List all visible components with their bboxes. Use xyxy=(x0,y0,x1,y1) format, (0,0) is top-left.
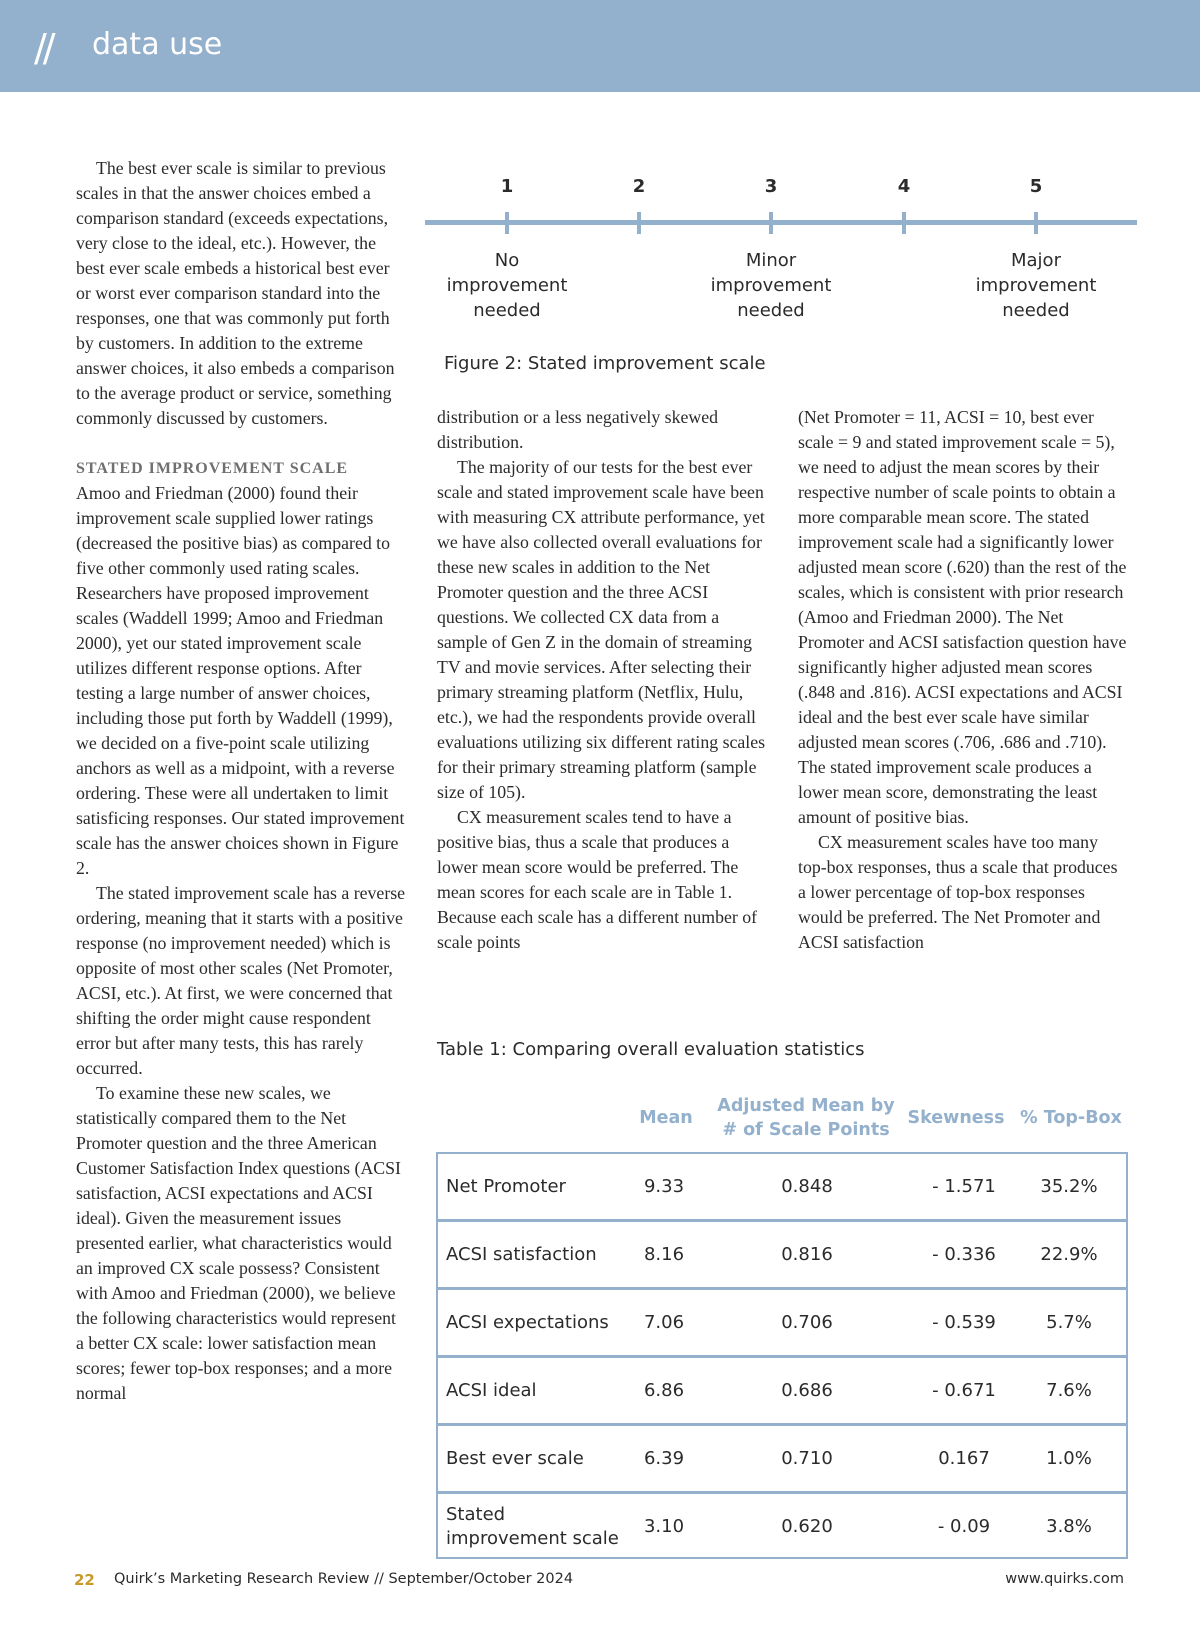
row-label: ACSI ideal xyxy=(446,1379,537,1401)
scale-tick xyxy=(1034,212,1038,234)
paragraph: CX measurement scales have too many top-box responses, thus a scale that produces a lower percentage of top-box responses would be preferred. The Net Promoter and ACSI satisfaction xyxy=(798,832,1118,952)
cell-top-box: 3.8% xyxy=(1046,1515,1092,1537)
website-link[interactable]: www.quirks.com xyxy=(1005,1571,1124,1587)
header-adjusted-mean: Adjusted Mean by # of Scale Points xyxy=(717,1096,895,1140)
table-caption: Table 1: Comparing overall evaluation statistics xyxy=(437,1039,865,1060)
cell-mean: 8.16 xyxy=(643,1243,685,1265)
cell-mean: 6.86 xyxy=(643,1379,685,1401)
section-title: data use xyxy=(92,27,223,62)
cell-skewness: - 1.571 xyxy=(932,1175,996,1197)
scale-point-5: 5 xyxy=(1029,176,1043,197)
scale-axis xyxy=(425,220,1137,225)
table-row xyxy=(438,1423,1126,1491)
column-3 xyxy=(798,405,1128,955)
row-label: Stated improvement scale xyxy=(446,1503,619,1549)
subheading: STATED IMPROVEMENT SCALE xyxy=(76,460,349,477)
header-skewness: Skewness xyxy=(907,1108,1005,1128)
cell-top-box: 35.2% xyxy=(1040,1175,1098,1197)
figure-caption: Figure 2: Stated improvement scale xyxy=(444,353,766,374)
section-header xyxy=(0,0,1200,92)
cell-adjusted-mean: 0.710 xyxy=(781,1447,833,1469)
slash-icon: // xyxy=(34,26,52,70)
row-label: ACSI satisfaction xyxy=(446,1243,597,1265)
table-row xyxy=(438,1154,1126,1219)
statistics-table xyxy=(436,1152,1128,1559)
cell-adjusted-mean: 0.620 xyxy=(781,1515,833,1537)
publication-info: Quirk’s Marketing Research Review // September/October 2024 xyxy=(114,1571,574,1587)
scale-point-3: 3 xyxy=(764,176,778,197)
cell-adjusted-mean: 0.816 xyxy=(781,1243,833,1265)
paragraph: The stated improvement scale has a reverse ordering, meaning that it starts with a positive response (no improvement needed) which is opposite of most other scales (Net Promoter, ACSI, etc.). At first, we were concerned that shifting the order might cause respondent error but after many tests, this has rarely occurred. xyxy=(76,883,406,1078)
scale-point-1: 1 xyxy=(500,176,514,197)
scale-tick xyxy=(637,212,641,234)
cell-adjusted-mean: 0.848 xyxy=(781,1175,833,1197)
cell-mean: 7.06 xyxy=(643,1311,685,1333)
scale-point-2: 2 xyxy=(632,176,646,197)
table-row xyxy=(438,1355,1126,1423)
anchor-high: Major improvement needed xyxy=(975,250,1097,321)
table-row xyxy=(438,1219,1126,1287)
scale-point-4: 4 xyxy=(897,176,911,197)
anchor-mid: Minor improvement needed xyxy=(710,250,832,321)
header-top-box: % Top-Box xyxy=(1020,1108,1122,1128)
cell-skewness: - 0.09 xyxy=(937,1515,991,1537)
cell-top-box: 5.7% xyxy=(1046,1311,1092,1333)
cell-skewness: - 0.671 xyxy=(932,1379,996,1401)
cell-top-box: 22.9% xyxy=(1040,1243,1098,1265)
scale-tick xyxy=(769,212,773,234)
cell-adjusted-mean: 0.706 xyxy=(781,1311,833,1333)
cell-top-box: 7.6% xyxy=(1046,1379,1092,1401)
cell-mean: 9.33 xyxy=(643,1175,685,1197)
anchor-low: No improvement needed xyxy=(446,250,568,321)
table-row xyxy=(438,1287,1126,1355)
column-1 xyxy=(76,156,406,1406)
cell-mean: 3.10 xyxy=(643,1515,685,1537)
cell-adjusted-mean: 0.686 xyxy=(781,1379,833,1401)
cell-skewness: - 0.539 xyxy=(932,1311,996,1333)
row-label: ACSI expectations xyxy=(446,1311,609,1333)
paragraph: (Net Promoter = 11, ACSI = 10, best ever scale = 9 and stated improvement scale = 5), we need to adjust the mean scores by their respective number of scale points to obtain a more comparable mean score. The stated improvement scale had a significantly lower adjusted mean score (.620) than the rest of the scales, which is consistent with prior research (Amoo and Friedman 2000). The Net Promoter and ACSI satisfaction question have significantly higher adjusted mean scores (.848 and .816). ACSI expectations and ACSI ideal and the best ever scale have similar adjusted mean scores (.706, .686 and .710). The stated improvement scale produces a lower mean score, demonstrating the least amount of positive bias. xyxy=(798,407,1127,827)
figure-2-scale xyxy=(420,170,1140,374)
scale-tick xyxy=(505,212,509,234)
paragraph: Amoo and Friedman (2000) found their improvement scale supplied lower ratings (decreased the positive bias) as compared to five other commonly used rating scales. Researchers have proposed improvement scales (Waddell 1999; Amoo and Friedman 2000), yet our stated improvement scale utilizes different response options. After testing a large number of answer choices, including those put forth by Waddell (1999), we decided on a five-point scale utilizing anchors as well as a midpoint, with a reverse ordering. These were all undertaken to limit satisficing responses. Our stated improvement scale has the answer choices shown in Figure 2. xyxy=(76,483,405,878)
page-number: 22 xyxy=(74,1571,95,1589)
row-label: Best ever scale xyxy=(446,1447,584,1469)
column-2 xyxy=(437,405,767,955)
cell-top-box: 1.0% xyxy=(1046,1447,1092,1469)
cell-mean: 6.39 xyxy=(643,1447,685,1469)
paragraph: To examine these new scales, we statistically compared them to the Net Promoter question and the three American Customer Satisfaction Index questions (ACSI satisfaction, ACSI expectations and ACSI ideal). Given the measurement issues presented earlier, what characteristics would an improved CX scale possess? Consistent with Amoo and Friedman (2000), we believe the following characteristics would represent a better CX scale: lower satisfaction mean scores; fewer top-box responses; and a more normal xyxy=(76,1083,401,1403)
scale-tick xyxy=(902,212,906,234)
cell-skewness: - 0.336 xyxy=(932,1243,996,1265)
header-mean: Mean xyxy=(639,1108,693,1128)
paragraph: The best ever scale is similar to previous scales in that the answer choices embed a comparison standard (exceeds expectations, very close to the ideal, etc.). However, the best ever scale embeds a historical best ever or worst ever comparison standard into the responses, one that was commonly put forth by customers. In addition to the extreme answer choices, it also embeds a comparison to the average product or service, something commonly discussed by customers. xyxy=(76,158,395,428)
paragraph: The majority of our tests for the best ever scale and stated improvement scale have been with measuring CX attribute performance, yet we have also collected overall evaluations for these new scales in addition to the Net Promoter question and the three ACSI questions. We collected CX data from a sample of Gen Z in the domain of streaming TV and movie services. After selecting their primary streaming platform (Netflix, Hulu, etc.), we had the respondents provide overall evaluations utilizing six different rating scales for their primary streaming platform (sample size of 105). xyxy=(437,457,766,802)
paragraph: CX measurement scales tend to have a positive bias, thus a scale that produces a lower mean score would be preferred. The mean scores for each scale are in Table 1. Because each scale has a different number of scale points xyxy=(437,807,758,952)
row-label: Net Promoter xyxy=(446,1175,566,1197)
paragraph: distribution or a less negatively skewed distribution. xyxy=(437,407,718,452)
table-row xyxy=(438,1491,1126,1559)
cell-skewness: 0.167 xyxy=(938,1447,990,1469)
